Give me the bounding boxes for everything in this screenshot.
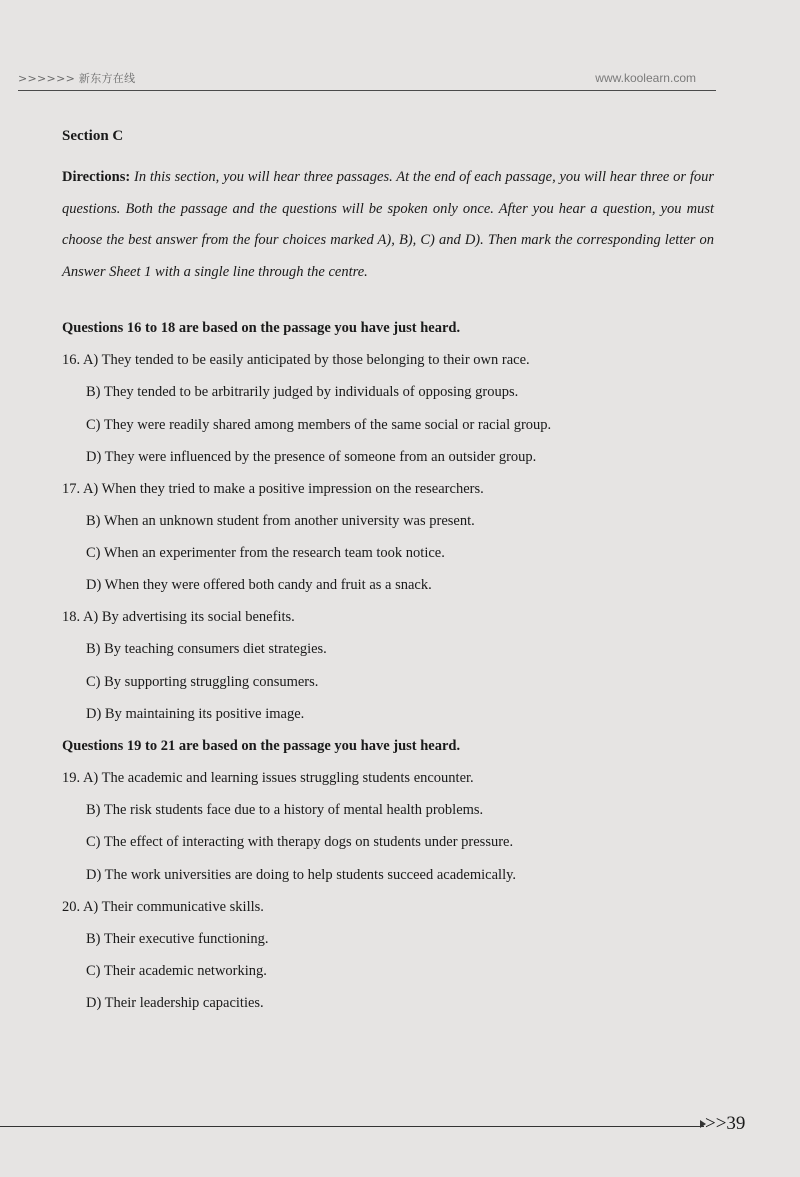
- q18-option-a: 18. A) By advertising its social benefits.: [62, 609, 295, 625]
- q18-option-b: B) By teaching consumers diet strategies.: [86, 641, 327, 657]
- q18-option-c: C) By supporting struggling consumers.: [86, 674, 319, 690]
- q19-option-d: D) The work universities are doing to help students succeed academically.: [86, 867, 517, 883]
- header-brand: >>>>>> 新东方在线: [18, 72, 136, 85]
- page-header: [18, 68, 716, 91]
- footer-rule: [0, 1126, 704, 1127]
- header-website: www.koolearn.com: [595, 71, 696, 85]
- section-title: Section C: [62, 128, 124, 144]
- q20-option-c: C) Their academic networking.: [86, 963, 267, 979]
- q19-option-b: B) The risk students face due to a history of mental health problems.: [86, 802, 484, 818]
- q17-option-a: 17. A) When they tried to make a positive impression on the researchers.: [62, 481, 484, 497]
- q16-option-d: D) They were influenced by the presence of someone from an outsider group.: [86, 449, 537, 465]
- question-group-heading: Questions 19 to 21 are based on the passage you have just heard.: [62, 738, 461, 754]
- q19-option-c: C) The effect of interacting with therapy dogs on students under pressure.: [86, 834, 514, 850]
- q17-option-d: D) When they were offered both candy and fruit as a snack.: [86, 577, 432, 593]
- question-group-heading: Questions 16 to 18 are based on the passage you have just heard.: [62, 320, 461, 336]
- directions-text: In this section, you will hear three passages. At the end of each passage, you will hear three or four questions. Both the passage and the questions will be spoken only once. After you hear a question, you must choose the best answer from the four choices marked A), B), C) and D). Then mark the corresponding letter on Answer Sheet 1 with a single line through the centre.: [62, 169, 715, 280]
- q16-option-c: C) They were readily shared among members of the same social or racial group.: [86, 417, 552, 433]
- q20-option-b: B) Their executive functioning.: [86, 931, 269, 947]
- q19-option-a: 19. A) The academic and learning issues struggling students encounter.: [62, 770, 474, 786]
- q20-option-d: D) Their leadership capacities.: [86, 995, 264, 1011]
- q17-option-c: C) When an experimenter from the research team took notice.: [86, 545, 445, 561]
- q20-option-a: 20. A) Their communicative skills.: [62, 899, 264, 915]
- q16-option-a: 16. A) They tended to be easily anticipated by those belonging to their own race.: [62, 352, 530, 368]
- directions: [62, 162, 714, 288]
- q17-option-b: B) When an unknown student from another university was present.: [86, 513, 475, 529]
- q16-option-b: B) They tended to be arbitrarily judged by individuals of opposing groups.: [86, 384, 519, 400]
- page-number: >>39: [705, 1113, 746, 1134]
- directions-label: Directions:: [62, 169, 131, 185]
- q18-option-d: D) By maintaining its positive image.: [86, 706, 305, 722]
